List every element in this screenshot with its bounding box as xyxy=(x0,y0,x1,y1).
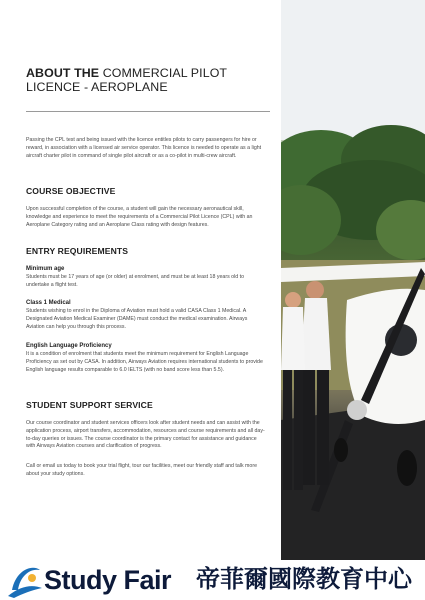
title-divider xyxy=(26,111,270,112)
title-line-2: LICENCE - AEROPLANE xyxy=(26,80,168,94)
english-text: It is a condition of enrolment that students meet the minimum requirement for English Language Proficiency as set out by CASA. In addition, Airways Aviation requires international students to provide English language results comparable to 6.0 IELTS (with no band score less than 5.5). xyxy=(26,351,263,373)
intro-paragraph: Passing the CPL test and being issued with the licence entitles pilots to carry passengers for hire or reward, in association with a licensed air service operator. This licence is needed to operate as a light aircraft charter pilot in command of single pilot aircraft or as a co-pilot in multi-crew aircraft. xyxy=(26,137,262,159)
course-objective-heading: COURSE OBJECTIVE xyxy=(26,186,116,196)
medical-text: Students wishing to enrol in the Diploma of Aviation must hold a valid CASA Class 1 Medical. A Designated Aviation Medical Examiner (DAME) must conduct the medical examination. Airways Aviation can help you through this process. xyxy=(26,308,248,330)
sky xyxy=(281,0,425,140)
aviation-photo xyxy=(281,0,425,560)
min-age-heading: Minimum age xyxy=(26,266,65,272)
entry-requirements-heading: ENTRY REQUIREMENTS xyxy=(26,246,129,256)
course-objective-text: Upon successful completion of the course, a student will gain the necessary aeronautical skill, knowledge and experience to meet the requirements of a Commercial Pilot Licence (CPL) with an Aeroplane Category rating and an Aeroplane Class rating with design features. xyxy=(26,206,253,228)
tree-line xyxy=(281,125,425,260)
medical-heading: Class 1 Medical xyxy=(26,300,71,306)
student-support-heading: STUDENT SUPPORT SERVICE xyxy=(26,400,153,410)
nose-wheel xyxy=(334,438,348,462)
english-heading: English Language Proficiency xyxy=(26,343,112,349)
spinner xyxy=(347,400,367,420)
student-support-text: Our course coordinator and student services officers look after student needs and can assist with the application process, airport transfers, accommodation, resources and course requirements and all day-to-day queries or issues. The course coordinator is the primary contact for assistance and guidance with Airways Aviation courses and clarification of progress. xyxy=(26,420,265,450)
aircraft-wheel xyxy=(397,450,417,486)
brand-name: Study Fair xyxy=(44,565,172,595)
title-bold: ABOUT THE xyxy=(26,66,100,80)
contact-cta: Call or email us today to book your trial flight, tour our facilities, meet our friendly staff and talk more about your study options. xyxy=(26,463,258,477)
brand-name-chinese: 帝菲爾國際教育中心 xyxy=(196,566,412,593)
title-rest: COMMERCIAL PILOT xyxy=(99,66,228,80)
page-title xyxy=(26,66,270,94)
min-age-text: Students must be 17 years of age (or older) at enrolment, and must be at least 18 years old to undertake a flight test. xyxy=(26,274,244,288)
study-fair-logo-icon xyxy=(6,560,44,600)
photo-illustration xyxy=(281,0,425,560)
footer-banner xyxy=(0,560,425,600)
